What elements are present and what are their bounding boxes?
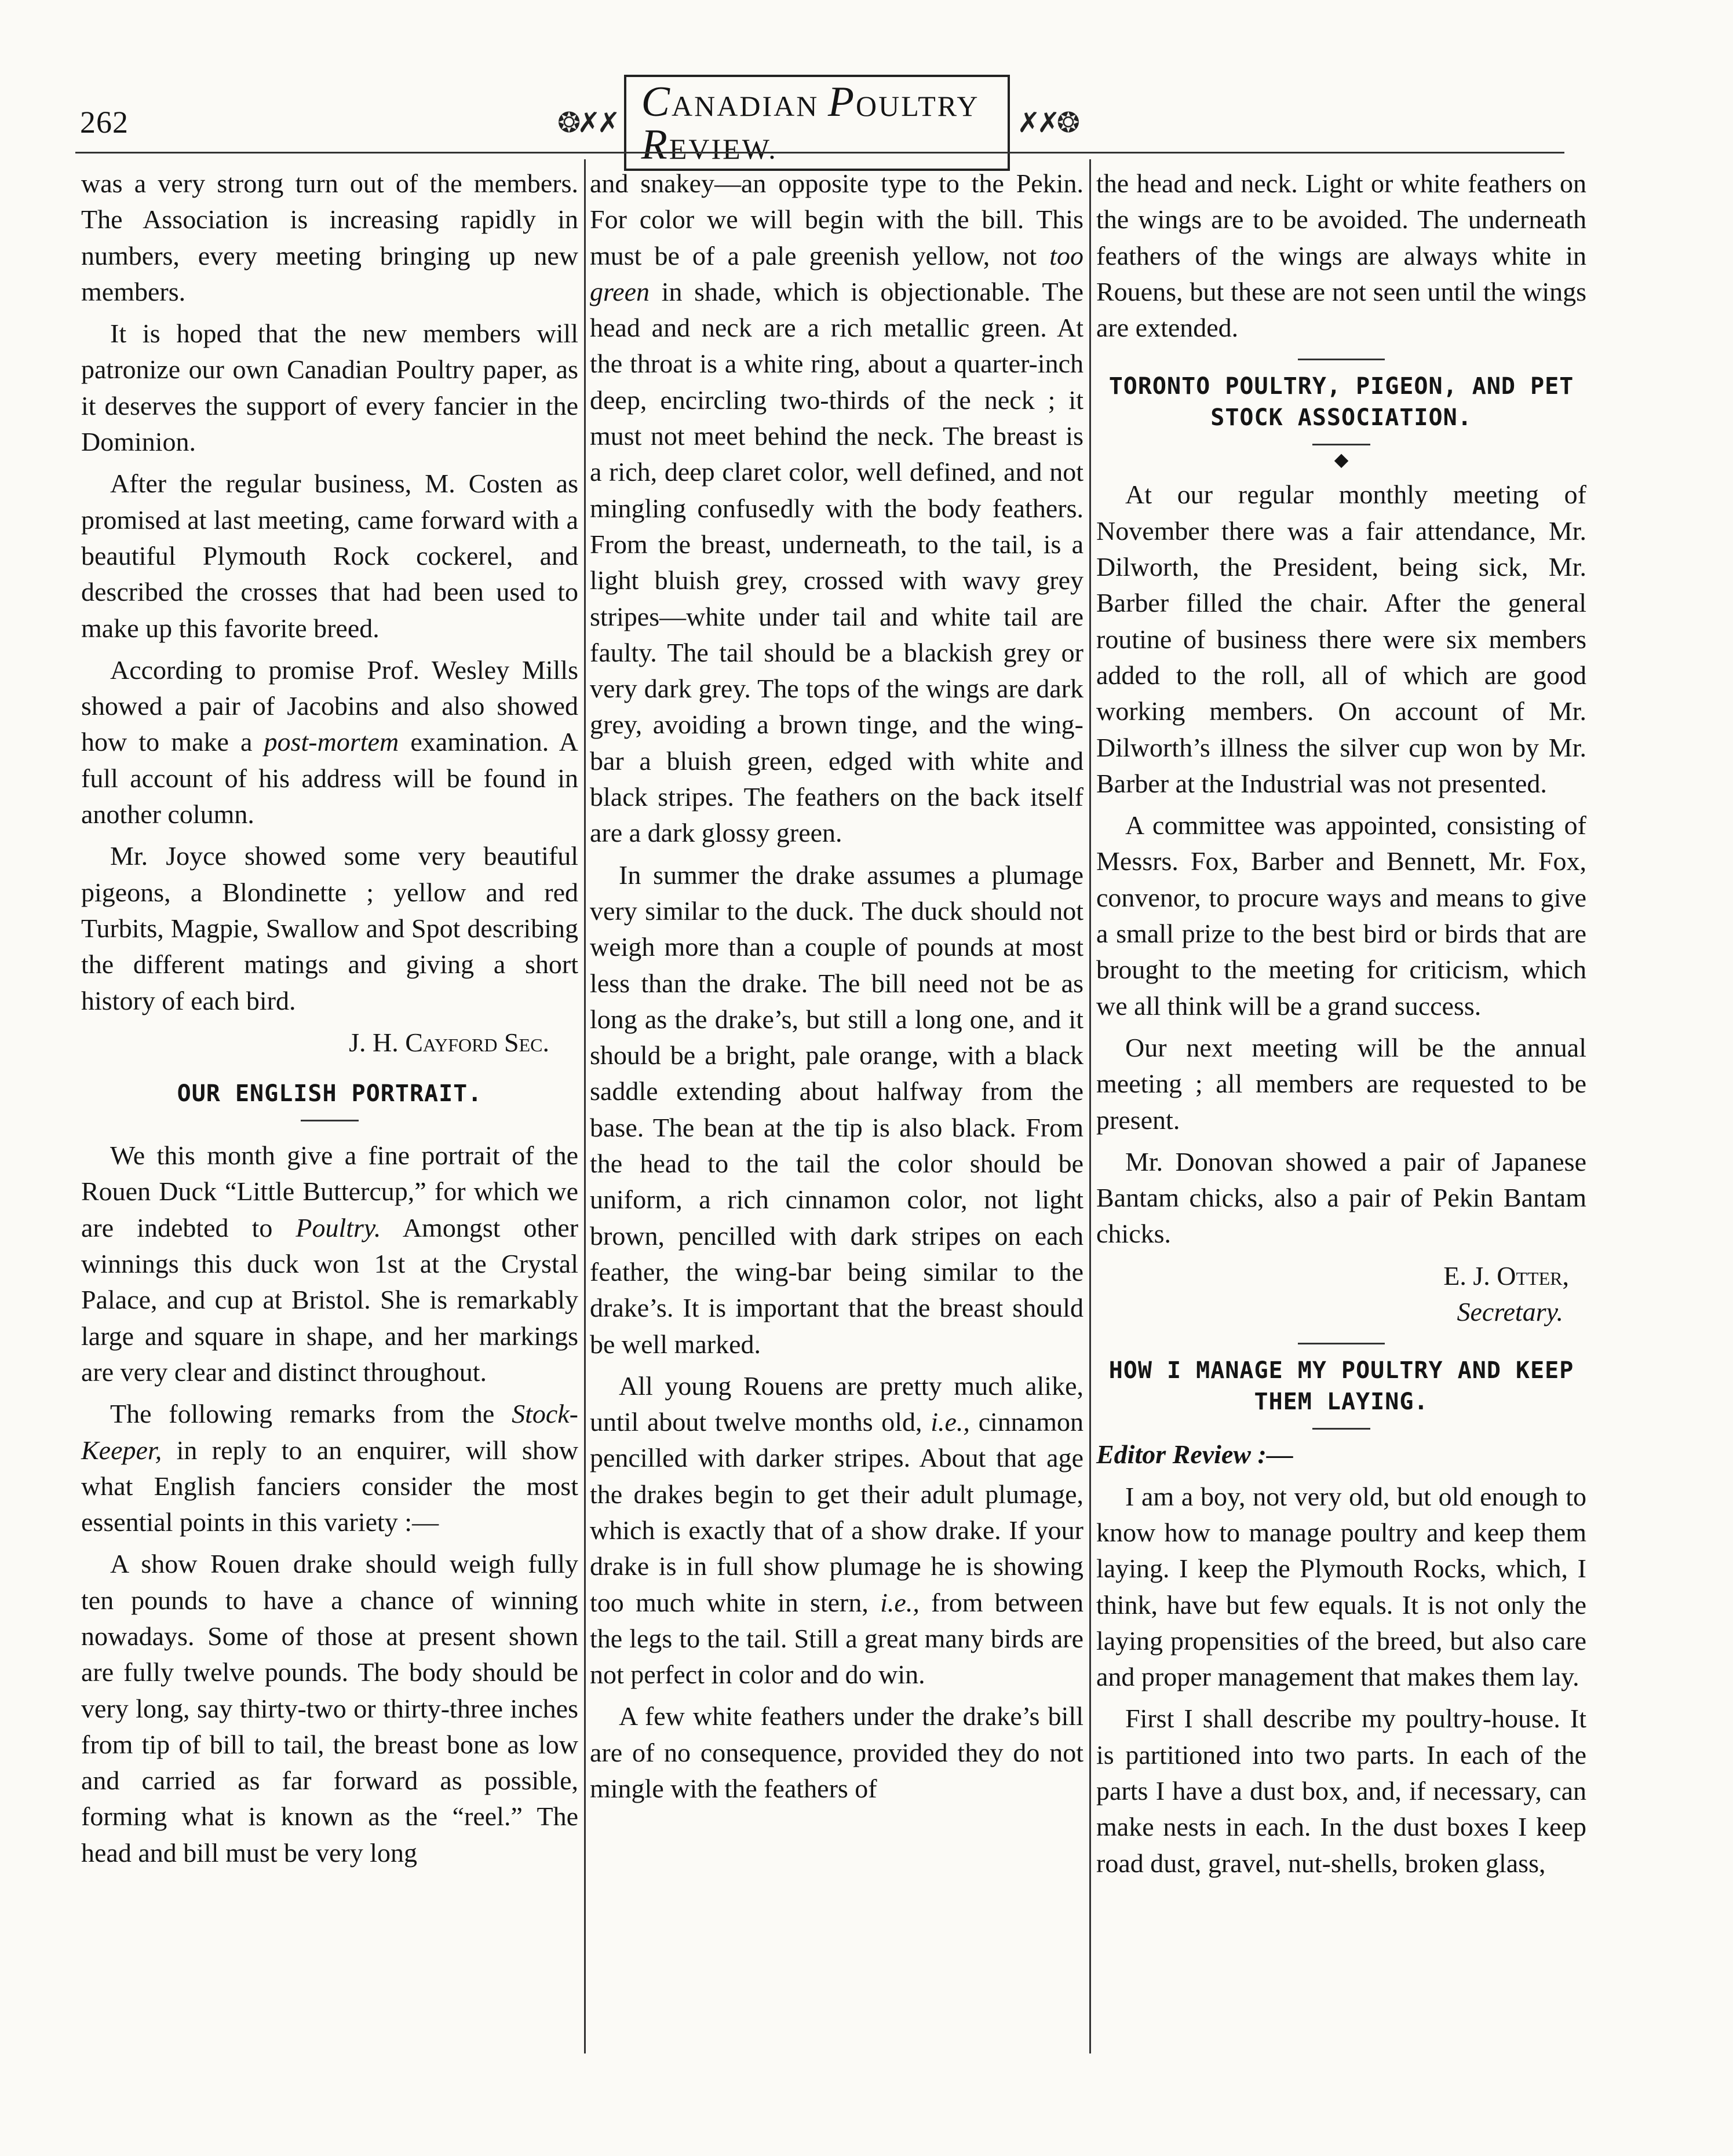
paragraph: was a very strong turn out of the members. The Association is increasing rapidly in numbers, every meeting bringing up new members. [81, 169, 578, 306]
paragraph: After the regular business, M. Costen as promised at last meeting, came forward with a beautiful Plymouth Rock cockerel, and described the crosses that had been used to make up this favorite breed. [81, 469, 578, 643]
italic-term: post-mortem [264, 727, 399, 757]
masthead-title: CANADIAN POULTRY REVIEW. [624, 75, 1010, 171]
paragraph: We this month give a fine portrait of the Rouen Duck “Little Buttercup,” for which we are indebted to Poultry. Amongst other winnings this duck won 1st at the Crystal Palace, and cup at Bristol. She is remarkably large and square in shape, and her markings are very clear and distinct throughout. [81, 1141, 579, 1387]
column-1 [81, 166, 578, 1877]
ornament-left-icon: ❂✗✗ [557, 108, 617, 138]
italic-term: Poultry. [295, 1212, 381, 1243]
italic-term: i.e., [880, 1587, 920, 1617]
column-2 [590, 166, 1083, 1812]
italic-term: i.e., [931, 1407, 970, 1437]
ornament-right-icon: ✗✗❂ [1017, 108, 1077, 138]
paragraph: A few white feathers under the drake’s bill are of no consequence, provided they do not mingle with the feathers of [590, 1701, 1083, 1804]
column-divider [1089, 159, 1091, 2053]
italic-term: too green [590, 240, 1084, 306]
salutation: Editor Review :— [1096, 1439, 1293, 1470]
ornament-icon: ◆ [1334, 449, 1349, 470]
column-3 [1096, 166, 1586, 1887]
divider [301, 1120, 359, 1121]
paragraph: All young Rouens are pretty much alike, until about twelve months old, i.e., cinnamon pencilled with darker stripes. About that age the drakes begin to get their adult plumage, which is exactly that of a show drake. If your drake is in full show plumage he is showing too much white in stern, i.e., from between the legs to the tail. Still a great many birds are not perfect in color and do win. [590, 1371, 1084, 1690]
paragraph: A committee was appointed, consisting of Messrs. Fox, Barber and Bennett, Mr. Fox, convenor, to procure ways and means to give a small prize to the best bird or birds that are brought to the meeting for criticism, which we all think will be a grand success. [1096, 810, 1586, 1021]
masthead [550, 78, 1083, 169]
paragraph: Mr. Donovan showed a pair of Japanese Bantam chicks, also a pair of Pekin Bantam chicks. [1096, 1146, 1586, 1249]
paragraph: In summer the drake assumes a plumage very similar to the duck. The duck should not weigh more than a couple of pounds at most less than the drake. The bill need not be as long as the drake’s, but still a long one, and it should be a bright, pale orange, with a black saddle extending about halfway from the base. The bean at the tip is also black. From the head to the tail the color should be uniform, a rich cinnamon color, not light brown, pencilled with dark stripes on each feather, the wing-bar being similar to the drake’s. It is important that the breast should be well marked. [590, 860, 1083, 1359]
section-heading: HOW I MANAGE MY POULTRY AND KEEP THEM LAYING. [1108, 1357, 1574, 1416]
signature-name: E. J. Otter, [1443, 1260, 1569, 1291]
divider [1312, 444, 1370, 445]
paragraph: According to promise Prof. Wesley Mills showed a pair of Jacobins and also showed how to make a post-mortem examination. A full account of his address will be found in another column. [81, 655, 579, 829]
divider [1312, 1428, 1370, 1430]
paragraph: the head and neck. Light or white feathers on the wings are to be avoided. The underneath feathers of the wings are always white in Rouens, but these are not seen until the wings are extended. [1096, 169, 1586, 343]
paragraph: First I shall describe my poultry-house. It is partitioned into two parts. In each of the parts I have a dust box, and, if necessary, can make nests in each. In the dust boxes I keep road dust, gravel, nut-shells, broken glass, [1096, 1704, 1586, 1878]
paragraph: Our next meeting will be the annual meeting ; all members are requested to be present. [1096, 1032, 1586, 1135]
paragraph: It is hoped that the new members will patronize our own Canadian Poultry paper, as it deserves the support of every fancier in the Dominion. [81, 319, 578, 457]
signature-title: Secretary. [1457, 1297, 1563, 1327]
page-number: 262 [80, 105, 129, 140]
section-heading: TORONTO POULTRY, PIGEON, AND PET STOCK ASSOCIATION. [1108, 373, 1574, 432]
paragraph: At our regular monthly meeting of November there was a fair attendance, Mr. Dilworth, the President, being sick, Mr. Barber filled the chair. After the general routine of business there were six members added to the roll, all of which are good working members. On account of Mr. Dilworth’s illness the silver cup won by Mr. Barber at the Industrial was not presented. [1096, 480, 1586, 798]
paragraph: A show Rouen drake should weigh fully ten pounds to have a chance of winning nowadays. Some of those at present shown are fully twelve pounds. The body should be very long, say thirty-two or thirty-three inches from tip of bill to tail, the breast bone as low and carried as far forward as possible, forming what is known as the “reel.” The head and bill must be very long [81, 1549, 578, 1868]
header-rule [75, 152, 1564, 154]
column-divider [584, 159, 586, 2053]
paragraph: The following remarks from the Stock-Keeper, in reply to an enquirer, will show what English fanciers consider the most essential points in this variety :— [81, 1399, 579, 1537]
paragraph: I am a boy, not very old, but old enough to know how to manage poultry and keep them laying. I keep the Plymouth Rocks, which, I think, have but few equals. It is not only the laying propensities of the breed, but also care and proper management that makes them lay. [1096, 1481, 1586, 1692]
italic-term: Stock-Keeper, [81, 1399, 578, 1465]
divider [1298, 359, 1385, 360]
divider [1298, 1343, 1385, 1344]
signature: J. H. Cayford Sec. [349, 1027, 549, 1057]
section-heading: OUR ENGLISH PORTRAIT. [177, 1080, 483, 1108]
paragraph: and snakey—an opposite type to the Pekin. For color we will begin with the bill. This must be of a pale greenish yellow, not too green in shade, which is objectionable. The head and neck are a rich metallic green. At the throat is a white ring, about a quarter-inch deep, encircling two-thirds of the neck ; it must not meet behind the neck. The breast is a rich, deep claret color, well defined, and not mingling confusedly with the body feathers. From the breast, underneath, to the tail, is a light bluish grey, crossed with wavy grey stripes—white under tail and white tail are faulty. The tail should be a blackish grey or very dark grey. The tops of the wings are dark grey, avoiding a brown tinge, and the wing-bar a bluish green, edged with white and black stripes. The feathers on the back itself are a dark glossy green. [590, 169, 1084, 848]
paragraph: Mr. Joyce showed some very beautiful pigeons, a Blondinette ; yellow and red Turbits, Magpie, Swallow and Spot describing the different matings and giving a short history of each bird. [81, 841, 578, 1015]
